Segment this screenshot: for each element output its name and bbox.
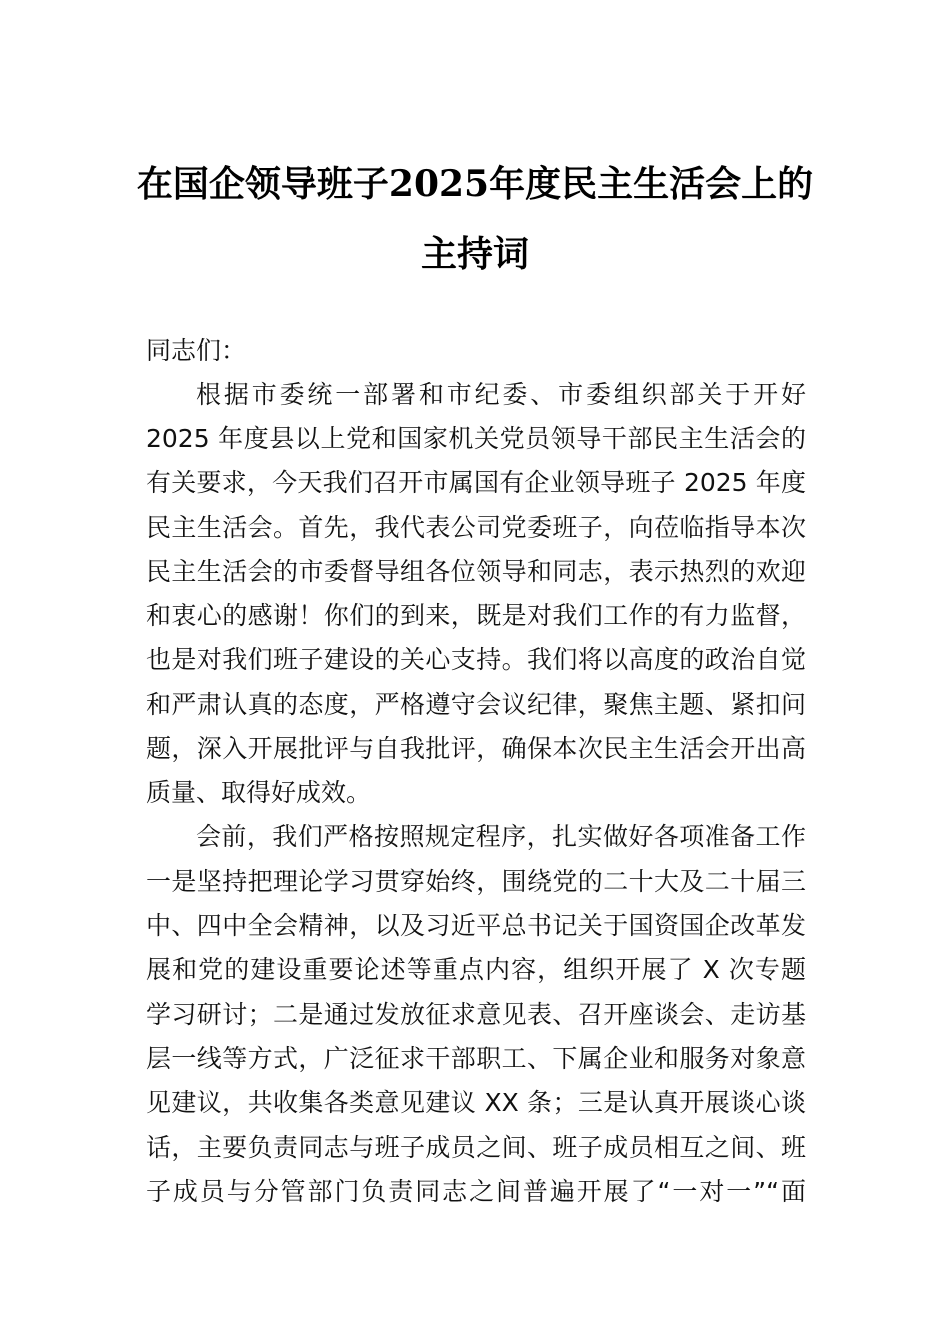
paragraph-1-line: 根据市委统一部署和市纪委、市委组织部关于开好 [196, 380, 806, 409]
paragraph-1-line: 和严肃认真的态度，严格遵守会议纪律，聚焦主题、紧扣问 [146, 690, 806, 719]
paragraph-1-line: 也是对我们班子建设的关心支持。我们将以高度的政治自觉 [146, 645, 806, 674]
paragraph-1-line: 题，深入开展批评与自我批评，确保本次民主生活会开出高 [146, 734, 806, 763]
paragraph-2-line: 学习研讨；二是通过发放征求意见表、召开座谈会、走访基 [146, 1000, 806, 1029]
paragraph-2-line: 话，主要负责同志与班子成员之间、班子成员相互之间、班 [146, 1133, 806, 1162]
document-title-line-2: 主持词 [420, 233, 529, 275]
paragraph-2-line: 一是坚持把理论学习贯穿始终，围绕党的二十大及二十届三 [146, 867, 806, 896]
paragraph-1-line: 民主生活会。首先，我代表公司党委班子，向莅临指导本次 [146, 513, 806, 542]
paragraph-2-line: 见建议，共收集各类意见建议 XX 条；三是认真开展谈心谈 [146, 1088, 806, 1117]
paragraph-1-line: 有关要求，今天我们召开市属国有企业领导班子 2025 年度 [146, 468, 806, 497]
paragraph-1-line: 质量、取得好成效。 [146, 778, 372, 807]
paragraph-1-line: 2025 年度县以上党和国家机关党员领导干部民主生活会的 [146, 424, 806, 453]
paragraph-2-line: 会前，我们严格按照规定程序，扎实做好各项准备工作 [196, 822, 806, 851]
paragraph-2-line: 子成员与分管部门负责同志之间普遍开展了“一对一”“面 [146, 1177, 806, 1206]
paragraph-1-line: 民主生活会的市委督导组各位领导和同志，表示热烈的欢迎 [146, 557, 806, 586]
document-title-line-1: 在国企领导班子2025年度民主生活会上的 [136, 163, 814, 205]
paragraph-2-line: 展和党的建设重要论述等重点内容，组织开展了 X 次专题 [146, 955, 806, 984]
paragraph-1-line: 和衷心的感谢！你们的到来，既是对我们工作的有力监督， [146, 601, 806, 630]
paragraph-2-line: 中、四中全会精神，以及习近平总书记关于国资国企改革发 [146, 911, 806, 940]
salutation: 同志们： [146, 336, 247, 365]
paragraph-2-line: 层一线等方式，广泛征求干部职工、下属企业和服务对象意 [146, 1044, 806, 1073]
